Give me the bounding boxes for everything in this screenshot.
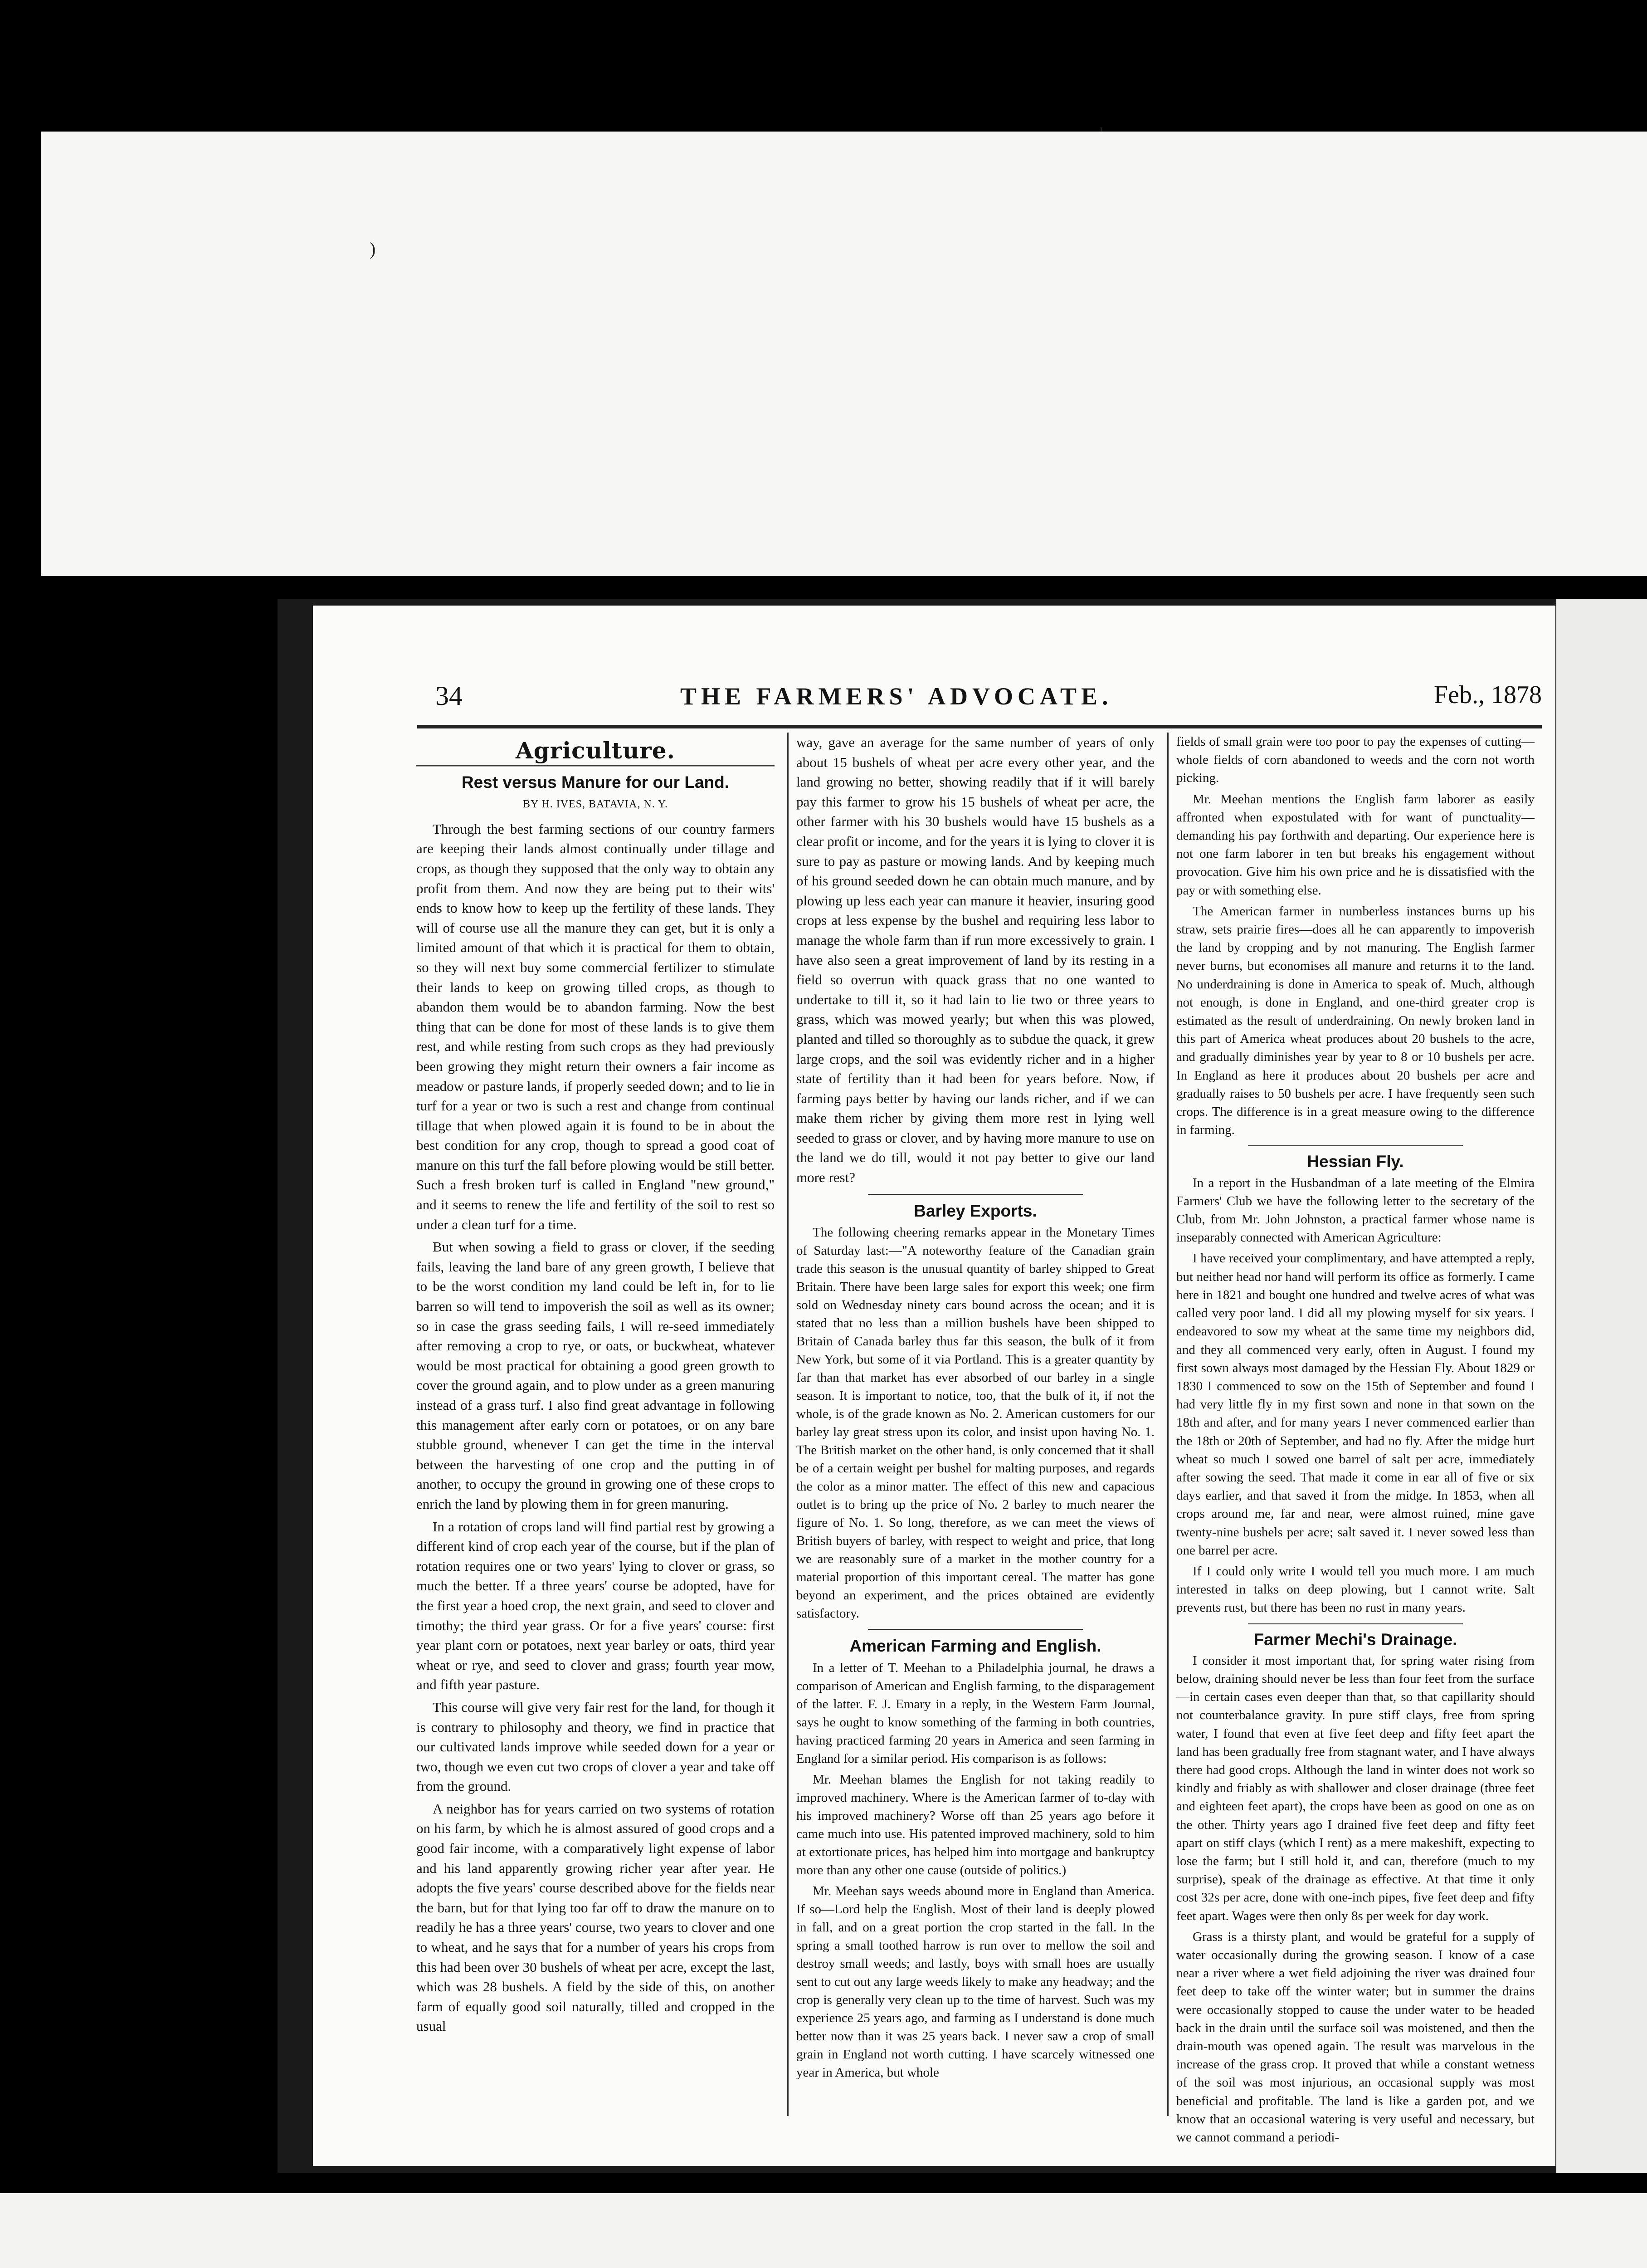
article-paragraph: Through the best farming sections of our country farmers are keeping their lands almost continually under tillage and crops, as though they supposed that the only way to obtain any profit from them. And now they are being put to their wits' ends to know how to keep up the fertility of these lands. They will of course use all the manure they can get, but it is only a limited amount of that which it is practical for them to obtain, so they will next buy some commercial fertilizer to stimulate their lands to keep on growing tilled crops, as though to abandon them would be to abandon farming. Now the best thing that can be done for most of these lands is to give them rest, and while resting from such crops as they had previously been growing they might return their owners a fair income as meadow or pasture lands, if properly seeded down; and to lie in turf for a year or two is such a rest and change from continual tillage that when plowed again it is found to be in about the best condition for any crop, though to spread a good coat of manure on this turf the fall before plowing would be still better. Such a fresh broken turf is called in England "new ground," and it seems to renew the life and fertility of the soil to rest so under a clean turf for a time. [416,821,775,1232]
column-1 [416,733,775,2039]
article-divider [1248,1145,1463,1146]
column-rule [1167,733,1169,2116]
scan-background-bottom [0,2193,1647,2268]
article-paragraph: The American farmer in numberless instances burns up his straw, sets prairie fires—does all he can apparently to impoverish the land by cropping and by not manuring. The English farmer never burns, but economises all manure and returns it to the land. No underdraining is done in America to speak of. Much, although not enough, is done in England, and one-third greater crop is estimated as the result of underdraining. On newly broken land in this part of America wheat produces about 20 bushels to the acre, and gradually diminishes year by year to 8 or 10 bushels per acre. In England as here it produces about 20 bushels per acre and gradually raises to 50 bushels per acre. I have frequently seen such crops. The difference is in a great measure owing to the difference in farming. [1176,904,1535,1138]
article-paragraph: I consider it most important that, for spring water rising from below, draining should never be less than four feet from the surface—in certain cases even deeper than that, so that capillarity should not counterbalance gravity. In pure stiff clays, free from spring water, I found that even at five feet deep and fifty feet apart the land has been gradually free from stagnant water, and I have always there had good crops. Although the land in winter does not work so kindly and friably as with shallower and closer drainage (three feet and eighteen feet apart), the crops have been as good on one as on the other. Thirty years ago I drained five feet deep and fifty feet apart on stiff clays (which I rent) as a mere makeshift, expecting to lose the farm; but I still hold it, and can, therefore (much to my surprise), speak of the drainage as effective. At that time it only cost 32s per acre, done with one-inch pipes, five feet deep and fifty feet apart. Wages were then only 8s per week for day work. [1176,1653,1535,1923]
article-paragraph: But when sowing a field to grass or clover, if the seeding fails, leaving the land bare of any green growth, I believe that to be the worst condition my land could be left in, for to lie barren so will tend to impoverish the soil as well as its owner; so in case the grass seeding fails, I will re-seed immediately after removing a crop to rye, or oats, or buckwheat, whatever would be most practical for obtaining a good green growth to cover the ground again, and to plow under as a green manuring instead of a grass turf. I also find great advantage in following this management after early corn or potatoes, or on any bare stubble ground, whenever I can get the time in the interval between the harvesting of one crop and the putting in of another, to occupy the ground in growing one of these crops to enrich the land by plowing them in for green manuring. [416,1239,775,1512]
article-paragraph: In a letter of T. Meehan to a Philadelphia journal, he draws a comparison of American and English farming, to the disparagement of the latter. F. J. Emary in a reply, in the Western Farm Journal, says he ought to know something of the farming in both countries, having practiced farming 20 years in America and seen farming in England for a similar period. His comparison is as follows: [796,1660,1155,1766]
article-byline: BY H. IVES, BATAVIA, N. Y. [522,798,668,811]
scan-speck: ' [1100,123,1103,143]
column-3 [1176,733,1535,2149]
article-title: Barley Exports. [914,1201,1037,1220]
article-paragraph: The following cheering remarks appear in the Monetary Times of Saturday last:—"A noteworthy feature of the Canadian grain trade this season is the unusual quantity of barley shipped to Great Britain. There have been large sales for export this week; one firm sold on Wednesday ninety cars bound across the ocean; and it is stated that no less than a million bushels have been shipped to Britain of Canada barley thus far this season, the bulk of it from New York, but some of it via Portland. This is a greater quantity by far than that market has ever absorbed of our barley in a single season. It is important to notice, too, that the bulk of it, if not the whole, is of the grade known as No. 2. American customers for our barley lay great stress upon its color, and insist upon having No. 1. The British market on the other hand, is only concerned that it shall be of a certain weight per bushel for malting purposes, and regards the color as a minor matter. The effect of this new and capacious outlet is to bring up the price of No. 2 barley to much nearer the figure of No. 1. So long, therefore, as we can meet the views of British buyers of barley, with respect to weight and price, that long we are reasonably sure of a market in the mother country for a material proportion of this important cereal. The matter has gone beyond an experiment, and the prices obtained are evidently satisfactory. [796,1225,1155,1621]
issue-date: Feb., 1878 [1434,681,1542,709]
article-paragraph: Mr. Meehan blames the English for not taking readily to improved machinery. Where is the American farmer of to-day with his improved machinery? Worse off than 25 years ago before it came much into use. His patented improved machinery, sold to him at extortionate prices, has helped him into mortgage and bankruptcy more than any other one cause (outside of politics.) [796,1772,1155,1877]
article-title: Hessian Fly. [1307,1152,1404,1171]
header-rule [417,725,1542,728]
article-paragraph: Mr. Meehan mentions the English farm laborer as easily affronted when expostulated with for want of punctuality—demanding his pay forthwith and departing. Our experience here is not one farm laborer in ten but breaks his engagement without provocation. Give him his own price and he is dissatisfied with the pay or with something else. [1176,792,1535,898]
article-paragraph: I have received your complimentary, and have attempted a reply, but neither head nor hand will perform its office as formerly. I came here in 1821 and bought one hundred and twelve acres of what was called very poor land. I did all my plowing myself for six years. I endeavored to sow my wheat at the same time my neighbors did, and they all commenced very early, often in August. I found my first sown always most damaged by the Hessian Fly. About 1829 or 1830 I commenced to sow on the 15th of September and found I had very little fly in my first sown and none in that sown on the 18th and after, and for many years I never commenced earlier than the 18th or 20th of September, and had no fly. After the midge hurt wheat so much I sowed one barrel of salt per acre, immediately after sowing the seed. That made it come in ear all of five or six days earlier, and that saved it from the midge. In 1853, when all crops around me, far and near, were almost ruined, mine gave twenty-nine bushels per acre; salt saved it. I never sowed less than one barrel per acre. [1176,1251,1535,1558]
article-divider [1248,1623,1463,1624]
article-paragraph: fields of small grain were too poor to pay the expenses of cutting—whole fields of corn abandoned to weeds and the corn not worth picking. [1176,734,1535,786]
article-paragraph: Grass is a thirsty plant, and would be grateful for a supply of water occasionally during the growing season. I know of a case near a river where a wet field adjoining the river was drained four feet deep to take off the winter water; but in summer the drains were occasionally stopped to cause the under water to be headed back in the drain until the surface soil was moistened, and then the drain-mouth was opened again. The result was marvelous in the increase of the grass crop. It proved that while a constant wetness of the soil was most injurious, an occasional supply was most beneficial and profitable. The land is like a garden pot, and we know that an occasional watering is very useful and necessary, but we cannot command a periodi- [1176,1929,1535,2145]
page-header [408,680,1542,712]
scan-dark-band [0,576,1647,590]
article-paragraph: This course will give very fair rest for the land, for though it is contrary to philosophy and theory, we find in practice that our cultivated lands improve while seeded down for a year or two, though we even cut two crops of clover a year and take off from the ground. [416,1699,775,1794]
column-2 [796,733,1155,2084]
article-paragraph: A neighbor has for years carried on two systems of rotation on his farm, by which he is almost assured of good crops and a good fair income, with a comparatively light expense of labor and his land apparently growing richer year after year. He adopts the five years' course described above for the fields near the barn, but for that lying too far off to draw the manure on to readily he has a three years' course, two years to clover and one to wheat, and he says that for a number of years his crops from this had been over 30 bushels of wheat per acre, except the last, which was 28 bushels. A field by the side of this, on another farm of equally good soil naturally, tilled and cropped in the usual [416,1800,775,2034]
article-paragraph: Mr. Meehan says weeds abound more in England than America. If so—Lord help the English. Most of their land is deeply plowed in fall, and on a great portion the crop started in the fall. In the spring a small toothed harrow is run over to mellow the soil and destroy small weeds; and lastly, boys with small hoes are usually sent to cut out any large weeds likely to make any headway; and the crop is generally very clean up to the time of harvest. Such was my experience 25 years ago, and farming as I understand is done much better now than it was 25 years back. I never saw a crop of small grain in England not worth cutting. I have scarcely witnessed one year in America, but whole [796,1883,1155,2080]
masthead: THE FARMERS' ADVOCATE. [680,683,1113,710]
article-paragraph: If I could only write I would tell you much more. I am much interested in talks on deep plowing, but I cannot write. Salt prevents rust, but there has been no rust in many years. [1176,1564,1535,1615]
article-title: Farmer Mechi's Drainage. [1253,1630,1457,1649]
article-paragraph: In a report in the Husbandman of a late meeting of the Elmira Farmers' Club we have the following letter to the secretary of the Club, from Mr. John Johnston, a practical farmer whose name is inseparably connected with American Agriculture: [1176,1175,1535,1245]
scan-speck: ) [370,239,376,259]
section-heading: Agriculture. [516,737,675,764]
article-divider [868,1194,1083,1195]
page-right-edge [1556,599,1647,2173]
column-rule [787,733,789,2116]
article-paragraph: In a rotation of crops land will find partial rest by growing a different kind of crop each year of the course, but if the plan of rotation requires one or two years' lying to clover or grass, so much the better. If a three years' course be adopted, have for the first year a hoed crop, the next grain, and seed to clover and timothy; the third year grass. Or for a five years' course: first year plant corn or potatoes, next year barley or oats, third year wheat or rye, and seed to clover and grass; fourth year mow, and fifth year pasture. [416,1518,775,1693]
heading-rule [416,765,775,767]
article-paragraph: way, gave an average for the same number of years of only about 15 bushels of wheat per acre every other year, and the land growing no better, showing readily that if it will barely pay this farmer to grow his 15 bushels of wheat per acre, the other farmer with his 30 bushels would have 15 bushels as a clear profit or income, and for the years it is lying to clover it is sure to pay as pasture or mowing lands. And by keeping much of his ground seeded down he can obtain much manure, and by plowing up less each year can manure it heavier, insuring good crops at less expense by the bushel and requiring less labor to manage the whole farm than if run more excessively to grain. I have also seen a great improvement of land by its resting in a field so overrun with quack grass that no one wanted to undertake to till it, so it had lain to lie two or three years to grass, which was mowed yearly; but when this was plowed, planted and tilled so thoroughly as to subdue the quack, it grew large crops, and the soil was evidently richer and in a higher state of fertility than it had been for years before. Now, if farming pays better by having our lands richer, and if we can make them richer by giving them more rest in lying well seeded to grass or clover, and by having more manure to use on the land we do till, would it not pay better to give our land more rest? [796,734,1155,1186]
article-title: Rest versus Manure for our Land. [461,772,730,792]
scan-background-top [41,132,1647,576]
page-number: 34 [435,681,463,711]
article-divider [868,1629,1083,1630]
article-title: American Farming and English. [849,1637,1101,1656]
